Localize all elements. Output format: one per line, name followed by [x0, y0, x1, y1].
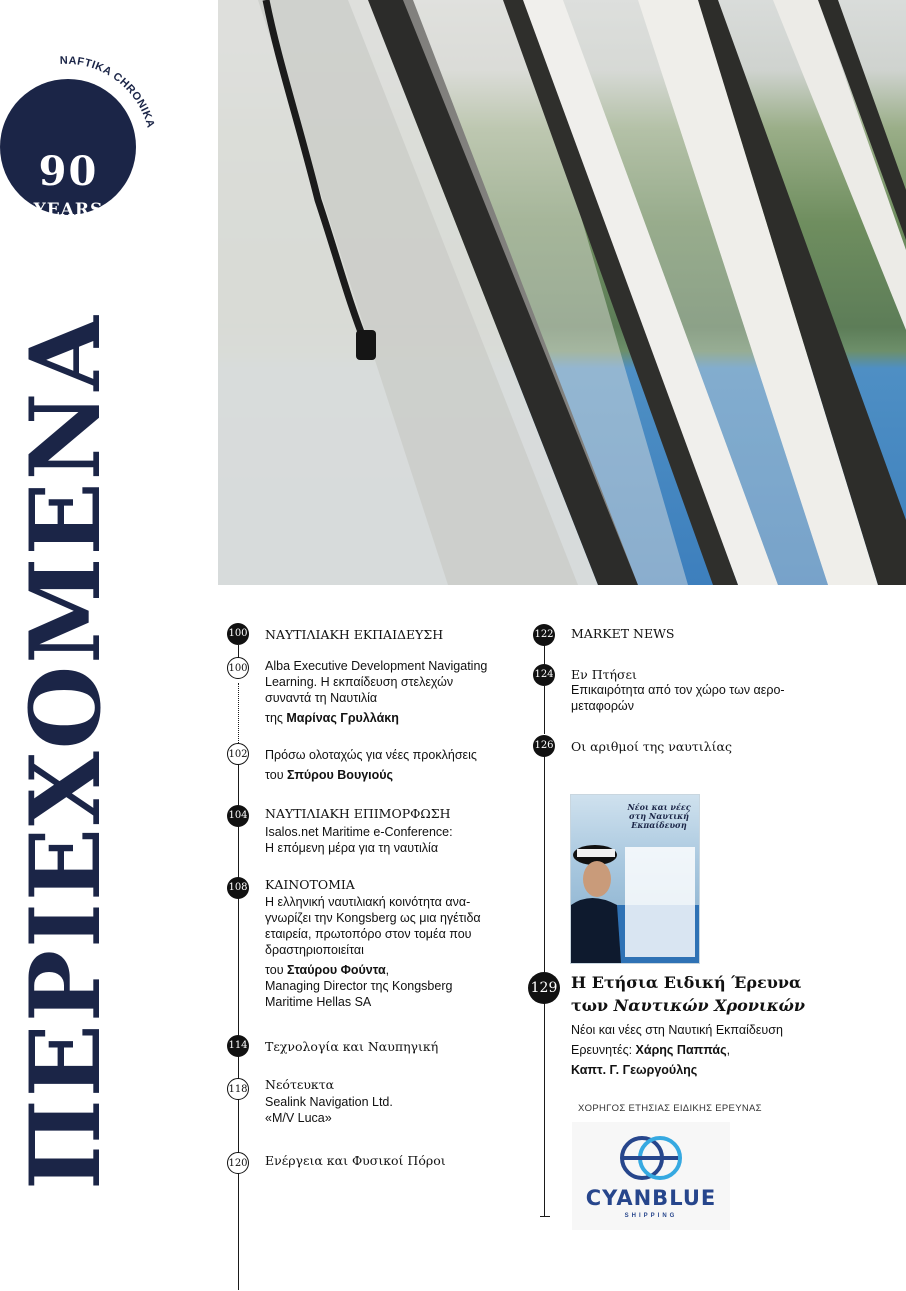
page-number-badge: 118	[227, 1078, 249, 1100]
cyanblue-logo-icon	[618, 1132, 684, 1184]
article-title-line: Η επόμενη μέρα για τη ναυτιλία	[265, 841, 439, 855]
article-entry[interactable]	[571, 682, 785, 714]
badge-arc-text: NAFTIKA CHRONIKA	[59, 54, 157, 130]
section-heading-line2	[571, 996, 805, 1015]
section-heading: Η Ετήσια Ειδική Έρευνα	[571, 973, 802, 992]
page-number-badge: 104	[227, 805, 249, 827]
article-entry[interactable]	[265, 894, 481, 1010]
badge-number: 90	[38, 148, 99, 195]
byline-prefix: της	[265, 711, 287, 725]
author-name: Μαρίνας Γρυλλάκη	[286, 711, 399, 725]
article-title-line: Sealink Navigation Ltd.	[265, 1095, 393, 1109]
timeline-end-tick	[540, 1216, 550, 1217]
article-title-line: Επικαιρότητα από τον χώρο των αερο-	[571, 683, 785, 697]
sponsor-label: ΧΟΡΗΓΟΣ ΕΤΗΣΙΑΣ ΕΙΔΙΚΗΣ ΕΡΕΥΝΑΣ	[578, 1103, 762, 1114]
badge-tagline: we keep on sailing	[31, 230, 106, 240]
heading-prefix: των	[571, 996, 614, 1015]
page-number-badge: 120	[227, 1152, 249, 1174]
researcher-name: Καπτ. Γ. Γεωργούλης	[571, 1063, 698, 1077]
article-entry[interactable]	[265, 747, 477, 783]
article-title-line: «M/V Luca»	[265, 1111, 332, 1125]
bridge-windows-illustration	[218, 0, 906, 585]
page-number-badge: 102	[227, 743, 249, 765]
author-role: Maritime Hellas SA	[265, 995, 372, 1009]
timeline-line	[544, 686, 545, 734]
article-title-line: συναντά τη Ναυτιλία	[265, 691, 378, 705]
section-heading: ΝΑΥΤΙΛΙΑΚΗ ΕΠΙΜΟΡΦΩΣΗ	[265, 806, 451, 821]
hero-photo	[218, 0, 906, 585]
section-heading[interactable]: MARKET NEWS	[571, 626, 675, 641]
article-title-line: δραστηριοποιείται	[265, 943, 364, 957]
page-title: ΠΕΡΙΕΧΟΜΕΝΑ	[9, 314, 122, 1190]
article-title-line: Isalos.net Maritime e-Conference:	[265, 825, 453, 839]
section-heading[interactable]: Οι αριθμοί της ναυτιλίας	[571, 739, 732, 754]
article-title-line: Learning. Η εκπαίδευση στελεχών	[265, 675, 454, 689]
researcher-comma: ,	[726, 1043, 731, 1057]
page-number-badge: 124	[533, 664, 555, 686]
section-heading: Εν Πτήσει	[571, 667, 637, 682]
article-title-line: Νέοι και νέες στη Ναυτική Εκπαίδευση	[571, 1023, 783, 1037]
page-number-badge: 122	[533, 624, 555, 646]
page-number-badge: 126	[533, 735, 555, 757]
page-number-badge: 100	[227, 623, 249, 645]
page-number-badge: 100	[227, 657, 249, 679]
article-title-line: Η ελληνική ναυτιλιακή κοινότητα ανα-	[265, 895, 471, 909]
article-title-line: γνωρίζει την Kongsberg ως μια ηγέτιδα	[265, 911, 481, 925]
section-heading[interactable]: Ενέργεια και Φυσικοί Πόροι	[265, 1153, 446, 1168]
article-entry[interactable]	[265, 658, 487, 726]
timeline-dotted-line	[238, 683, 239, 743]
page-number-badge: 129	[528, 972, 560, 1004]
article-entry[interactable]	[571, 1022, 783, 1078]
heading-italic: Ναυτικών Χρονικών	[613, 996, 806, 1015]
byline-prefix: του	[265, 963, 288, 977]
article-entry[interactable]	[265, 824, 453, 856]
page-number-badge: 114	[227, 1035, 249, 1057]
cover-title: Νέοι και νέες στη Ναυτική Εκπαίδευση	[627, 802, 691, 830]
author-name: Σταύρου Φούντα	[287, 963, 386, 977]
magazine-cover-thumbnail[interactable]	[570, 794, 700, 964]
article-title-line: εταιρεία, πρωτοπόρο στον τομέα που	[265, 927, 472, 941]
sponsor-name: CYANBLUE	[585, 1186, 717, 1210]
page-number-badge: 108	[227, 877, 249, 899]
cover-text-panel	[625, 847, 695, 957]
timeline-line	[544, 1000, 545, 1216]
timeline-line	[544, 756, 545, 976]
researcher-name: Χάρης Παππάς	[635, 1043, 727, 1057]
sponsor-subtitle: SHIPPING	[624, 1213, 678, 1219]
badge-years: YEARS	[33, 200, 104, 220]
article-title-line: Alba Executive Development Navigating	[265, 659, 488, 673]
byline-prefix: του	[265, 768, 288, 782]
article-title-line: Πρόσω ολοταχώς για νέες προκλήσεις	[265, 748, 477, 762]
article-entry[interactable]	[265, 1094, 393, 1126]
timeline-line	[238, 762, 239, 1290]
researchers-prefix: Ερευνητές:	[571, 1043, 636, 1057]
author-name: Σπύρου Βουγιούς	[287, 768, 394, 782]
section-heading: Νεότευκτα	[265, 1077, 335, 1092]
section-heading: ΚΑΙΝΟΤΟΜΙΑ	[265, 877, 355, 892]
anniversary-badge	[0, 50, 160, 240]
article-title-line: μεταφορών	[571, 699, 634, 713]
section-heading[interactable]: Τεχνολογία και Ναυπηγική	[265, 1039, 439, 1054]
sponsor-logo[interactable]	[572, 1122, 730, 1230]
section-heading: ΝΑΥΤΙΛΙΑΚΗ ΕΚΠΑΙΔΕΥΣΗ	[265, 627, 444, 642]
byline-comma: ,	[385, 963, 390, 977]
author-role: Managing Director της Kongsberg	[265, 979, 453, 993]
